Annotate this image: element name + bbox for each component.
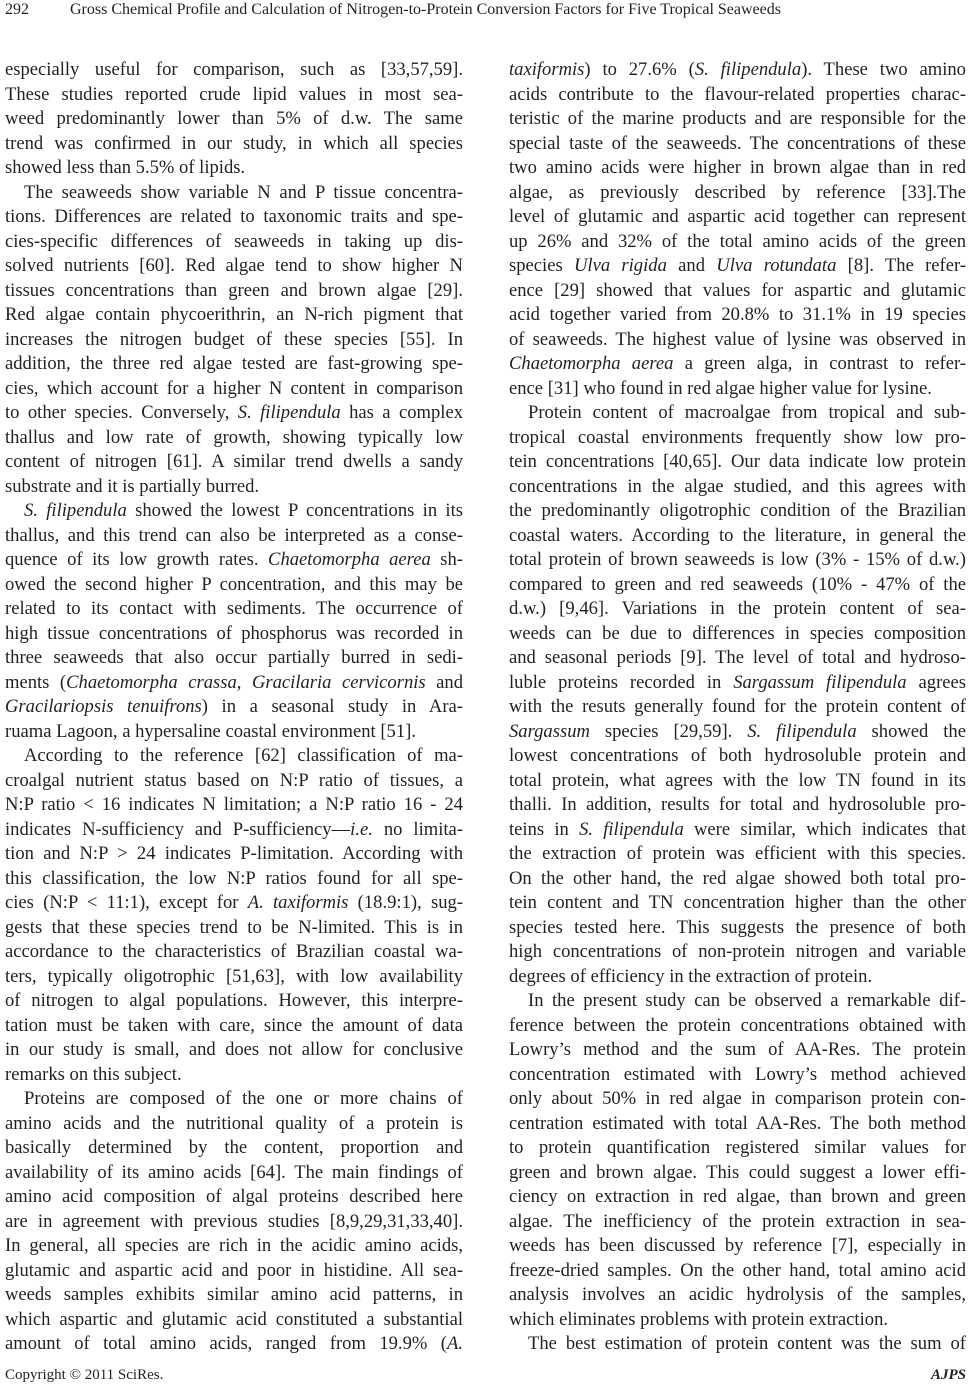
text-line: The seaweeds show variable N and P tissue concentra- xyxy=(24,181,463,203)
italic-text-run: Ulva rotundata xyxy=(716,255,837,276)
text-line: glutamic and aspartic acid and poor in histidine. All sea- xyxy=(5,1259,463,1281)
text-line: of seaweeds. The highest value of lysine was observed in xyxy=(509,328,966,350)
running-header xyxy=(0,0,972,20)
text-run: (18.9:1), sug- xyxy=(348,892,463,913)
text-line: concentrations in the algae studied, and this agrees with xyxy=(509,475,966,497)
copyright-notice: Copyright © 2011 SciRes. xyxy=(5,1367,164,1383)
text-run: cies (N:P < 11:1), except for xyxy=(5,892,248,913)
text-run: agrees xyxy=(906,671,966,693)
text-line xyxy=(5,818,463,843)
text-run: no limita- xyxy=(372,818,463,840)
text-run: , xyxy=(236,671,252,693)
text-line: algae. The inefficiency of the protein extraction in sea- xyxy=(509,1210,966,1232)
text-line: analysis involves an acidic hydrolysis of the samples, xyxy=(509,1284,966,1305)
text-line: The best estimation of protein content was the sum of xyxy=(528,1333,966,1354)
italic-text-run: Gracilariopsis tenuifrons xyxy=(5,696,202,717)
text-line xyxy=(5,401,463,426)
text-line: lowest concentrations of both hydrosoluble protein and xyxy=(509,745,966,766)
text-line: only about 50% in red algae in comparison protein con- xyxy=(509,1088,966,1109)
text-line: special taste of the seaweeds. The concentrations of these xyxy=(509,132,966,154)
italic-text-run: Chaetomorpha crassa xyxy=(66,671,237,693)
text-line: centration estimated with total AA-Res. The both method xyxy=(509,1112,966,1134)
running-footer xyxy=(0,1364,972,1386)
text-line: These studies reported crude lipid values in most sea- xyxy=(5,83,463,105)
left-text-column xyxy=(5,58,463,1357)
paragraph xyxy=(509,58,966,401)
italic-text-run: S. filipendula xyxy=(24,500,127,521)
text-line: three seaweeds that also occur partially burred in sedi- xyxy=(5,647,463,668)
text-line: ence [31] who found in red algae higher value for lysine. xyxy=(509,377,932,399)
text-line: increases the nitrogen budget of these species [55]. In xyxy=(5,328,463,350)
text-line: solved nutrients [60]. Red algae tend to show higher N xyxy=(5,255,463,276)
text-line: two amino acids were higher in brown algae than in red xyxy=(509,157,966,178)
text-line: ruama Lagoon, a hypersaline coastal environment [51]. xyxy=(5,720,416,742)
text-line: weeds samples exhibits similar amino acid patterns, in xyxy=(5,1284,463,1305)
text-line: accordance to the characteristics of Brazilian coastal wa- xyxy=(5,941,463,962)
right-text-column xyxy=(509,58,966,1357)
italic-text-run: Sargassum filipendula xyxy=(733,671,907,693)
text-run: to other species. Conversely, xyxy=(5,402,238,423)
text-line: the predominantly oligotrophic condition of the Brazilian xyxy=(509,500,966,521)
text-line: According to the reference [62] classification of ma- xyxy=(24,745,463,766)
text-line: the extraction of protein was efficient with this species. xyxy=(509,843,966,864)
italic-text-run: S. filipendula xyxy=(747,720,857,742)
journal-abbreviation: AJPS xyxy=(930,1367,966,1383)
italic-text-run: A. taxiformis xyxy=(247,892,349,913)
text-line: tion and N:P > 24 indicates P-limitation. According with xyxy=(5,843,463,864)
text-line xyxy=(5,671,463,696)
text-line: substrate and it is partially burred. xyxy=(5,475,260,497)
text-line: ciency on extraction in red algae, than brown and green xyxy=(509,1186,966,1207)
text-line: especially useful for comparison, such as [33,57,59]. xyxy=(5,59,463,80)
text-line: thalli. In addition, results for total and hydrosoluble pro- xyxy=(509,794,966,815)
text-run: and xyxy=(666,255,717,276)
text-line: weed predominantly lower than 5% of d.w. The same xyxy=(5,108,463,129)
text-line: with the resuts generally found for the protein content of xyxy=(509,696,966,717)
text-line: ence [29] showed that values for aspartic and glutamic xyxy=(509,279,966,301)
text-line: tions. Differences are related to taxonomic traits and spe- xyxy=(5,206,463,227)
italic-text-run: A. xyxy=(446,1333,463,1354)
text-line: Protein content of macroalgae from tropical and sub- xyxy=(528,402,966,423)
text-line: N:P ratio < 16 indicates N limitation; a N:P ratio 16 - 24 xyxy=(5,794,463,815)
text-run: teins in xyxy=(509,818,580,840)
text-line: high concentrations of non-protein nitrogen and variable xyxy=(509,941,966,962)
text-line: owed the second higher P concentration, and this may be xyxy=(5,573,463,595)
text-line: Lowry’s method and the sum of AA-Res. The protein xyxy=(509,1039,966,1060)
italic-text-run: Chaetomorpha aerea xyxy=(509,353,674,374)
text-line: ters, typically oligotrophic [51,63], with low availability xyxy=(5,965,463,987)
text-line: compared to green and red seaweeds (10% - 47% of the xyxy=(509,573,966,595)
text-run: sh- xyxy=(430,549,463,570)
text-line: level of glutamic and aspartic acid together can represent xyxy=(509,206,966,227)
text-line: trend was confirmed in our study, in which all species xyxy=(5,132,463,154)
text-run: species [29,59]. xyxy=(589,720,748,742)
text-line: weeds has been discussed by reference [7], especially in xyxy=(509,1235,966,1256)
text-line: amino acids and the nutritional quality of a protein is xyxy=(5,1112,463,1134)
text-line: concentration estimated with Lowry’s method achieved xyxy=(509,1063,966,1085)
paragraph xyxy=(5,1087,463,1357)
text-run: ) to 27.6% ( xyxy=(584,59,695,80)
text-run: has a complex xyxy=(340,402,463,423)
text-run: a green alga, in contrast to refer- xyxy=(673,353,966,374)
text-run: were similar, which indicates that xyxy=(683,818,966,840)
page-number: 292 xyxy=(5,1,29,18)
text-line: of nitrogen to algal populations. However, this interpre- xyxy=(5,990,463,1011)
italic-text-run: taxiformis xyxy=(509,59,585,80)
text-line: thallus, and this trend can also be interpreted as a conse- xyxy=(5,524,463,546)
text-line: total protein of brown seaweeds is low (3% - 15% of d.w.) xyxy=(509,549,966,570)
text-line: tissues concentrations than green and brown algae [29]. xyxy=(5,279,463,301)
text-line: teristic of the marine products and are responsible for the xyxy=(509,108,966,129)
paragraph xyxy=(5,499,463,744)
text-line: showed less than 5.5% of lipids. xyxy=(5,157,246,178)
text-line: algae, as previously described by reference [33].The xyxy=(509,181,966,203)
text-line xyxy=(5,548,463,573)
text-line: cies-specific differences of seaweeds in taking up dis- xyxy=(5,230,463,252)
text-line: green and brown algae. This could suggest a lower effi- xyxy=(509,1161,966,1183)
text-line xyxy=(509,671,966,696)
text-line: amino acid composition of algal proteins described here xyxy=(5,1186,463,1207)
text-line xyxy=(509,720,966,745)
text-run: indicates N-sufficiency and P-sufficiency— xyxy=(5,818,351,840)
text-run: species xyxy=(509,255,574,276)
paragraph xyxy=(5,58,463,181)
paragraph xyxy=(5,744,463,1087)
text-run: amount of total amino acids, ranged from 19.9% ( xyxy=(5,1333,447,1354)
text-line: weeds can be due to differences in species composition xyxy=(509,622,966,644)
italic-text-run: i.e. xyxy=(350,818,373,840)
text-line: cies, which account for a higher N content in comparison xyxy=(5,377,463,399)
text-line: species tested here. This suggests the presence of both xyxy=(509,916,966,938)
text-line: which eliminates problems with protein extraction. xyxy=(509,1308,889,1330)
text-line xyxy=(5,695,463,720)
text-line: up 26% and 32% of the total amino acids of the green xyxy=(509,230,966,252)
text-line: d.w.) [9,46]. Variations in the protein content of sea- xyxy=(509,598,966,619)
text-line: are in agreement with previous studies [8,9,29,31,33,40]. xyxy=(5,1210,463,1232)
text-run: ). These two amino xyxy=(801,59,966,80)
text-run: ) in a seasonal study in Ara- xyxy=(201,696,463,717)
text-line xyxy=(509,254,966,279)
text-line xyxy=(509,58,966,83)
text-line: acids contribute to the flavour-related properties charac- xyxy=(509,83,966,105)
text-run: ments ( xyxy=(5,671,67,693)
text-line xyxy=(5,1332,463,1357)
text-line: thallus and low rate of growth, showing typically low xyxy=(5,426,463,448)
text-run: luble proteins recorded in xyxy=(509,671,734,693)
paragraph xyxy=(5,181,463,500)
text-line: gests that these species trend to be N-limited. This is in xyxy=(5,916,463,938)
italic-text-run: Gracilaria cervicornis xyxy=(251,671,426,693)
text-line: croalgal nutrient status based on N:P ratio of tissues, a xyxy=(5,769,463,791)
italic-text-run: Sargassum xyxy=(509,720,590,742)
text-line xyxy=(509,818,966,843)
text-line: degrees of efficiency in the extraction of protein. xyxy=(509,965,873,987)
text-line: remarks on this subject. xyxy=(5,1063,182,1085)
text-line xyxy=(5,891,463,916)
text-line: acid together varied from 20.8% to 31.1% in 19 species xyxy=(509,304,966,325)
text-line: content of nitrogen [61]. A similar trend dwells a sandy xyxy=(5,451,463,472)
italic-text-run: S. filipendula xyxy=(694,59,802,80)
text-line: In general, all species are rich in the acidic amino acids, xyxy=(5,1235,463,1256)
italic-text-run: S. filipendula xyxy=(237,402,341,423)
text-line: which aspartic and glutamic acid constituted a substantial xyxy=(5,1308,463,1330)
text-line: freeze-dried samples. On the other hand, total amino acid xyxy=(509,1259,966,1281)
text-line: basically determined by the content, proportion and xyxy=(5,1137,463,1158)
text-run: showed the xyxy=(856,720,966,742)
paragraph xyxy=(509,1332,966,1357)
text-run: [8]. The refer- xyxy=(836,255,966,276)
text-line: to protein quantification registered similar values for xyxy=(509,1137,966,1158)
text-line: coastal waters. According to the literature, in general the xyxy=(509,524,966,546)
text-run: quence of its low growth rates. xyxy=(5,549,269,570)
text-line: tein concentrations [40,65]. Our data indicate low protein xyxy=(509,451,966,472)
text-line: On the other hand, the red algae showed both total pro- xyxy=(509,867,966,889)
text-line xyxy=(509,352,966,377)
text-line: related to its contact with sediments. The occurrence of xyxy=(5,598,463,619)
text-line: tropical coastal environments frequently show low pro- xyxy=(509,426,966,448)
paragraph xyxy=(509,401,966,989)
text-run: and xyxy=(425,671,463,693)
text-line: Proteins are composed of the one or more chains of xyxy=(24,1088,463,1109)
text-line: availability of its amino acids [64]. The main findings of xyxy=(5,1161,463,1183)
text-line: total protein, what agrees with the low TN found in its xyxy=(509,769,966,791)
text-line: high tissue concentrations of phosphorus was recorded in xyxy=(5,622,463,644)
text-run: showed the lowest P concentrations in its xyxy=(126,500,463,521)
italic-text-run: Ulva rigida xyxy=(573,255,667,276)
text-line: addition, the three red algae tested are fast-growing spe- xyxy=(5,353,463,374)
text-line: ference between the protein concentrations obtained with xyxy=(509,1014,966,1036)
paragraph xyxy=(509,989,966,1332)
text-line: tation must be taken with care, since the amount of data xyxy=(5,1014,463,1036)
text-line: tein content and TN concentration higher than the other xyxy=(509,892,966,913)
running-title: Gross Chemical Profile and Calculation of Nitrogen-to-Protein Conversion Factors for Five Tropical Seaweeds xyxy=(70,1,781,18)
text-line: and seasonal periods [9]. The level of total and hydroso- xyxy=(509,647,966,668)
text-line: In the present study can be observed a remarkable dif- xyxy=(528,990,966,1011)
italic-text-run: S. filipendula xyxy=(579,818,684,840)
text-line: Red algae contain phycoerithrin, an N-rich pigment that xyxy=(5,304,463,325)
text-line: this classification, the low N:P ratios found for all spe- xyxy=(5,867,463,889)
text-line xyxy=(5,499,463,524)
text-line: in our study is small, and does not allow for conclusive xyxy=(5,1039,463,1060)
italic-text-run: Chaetomorpha aerea xyxy=(268,549,431,570)
